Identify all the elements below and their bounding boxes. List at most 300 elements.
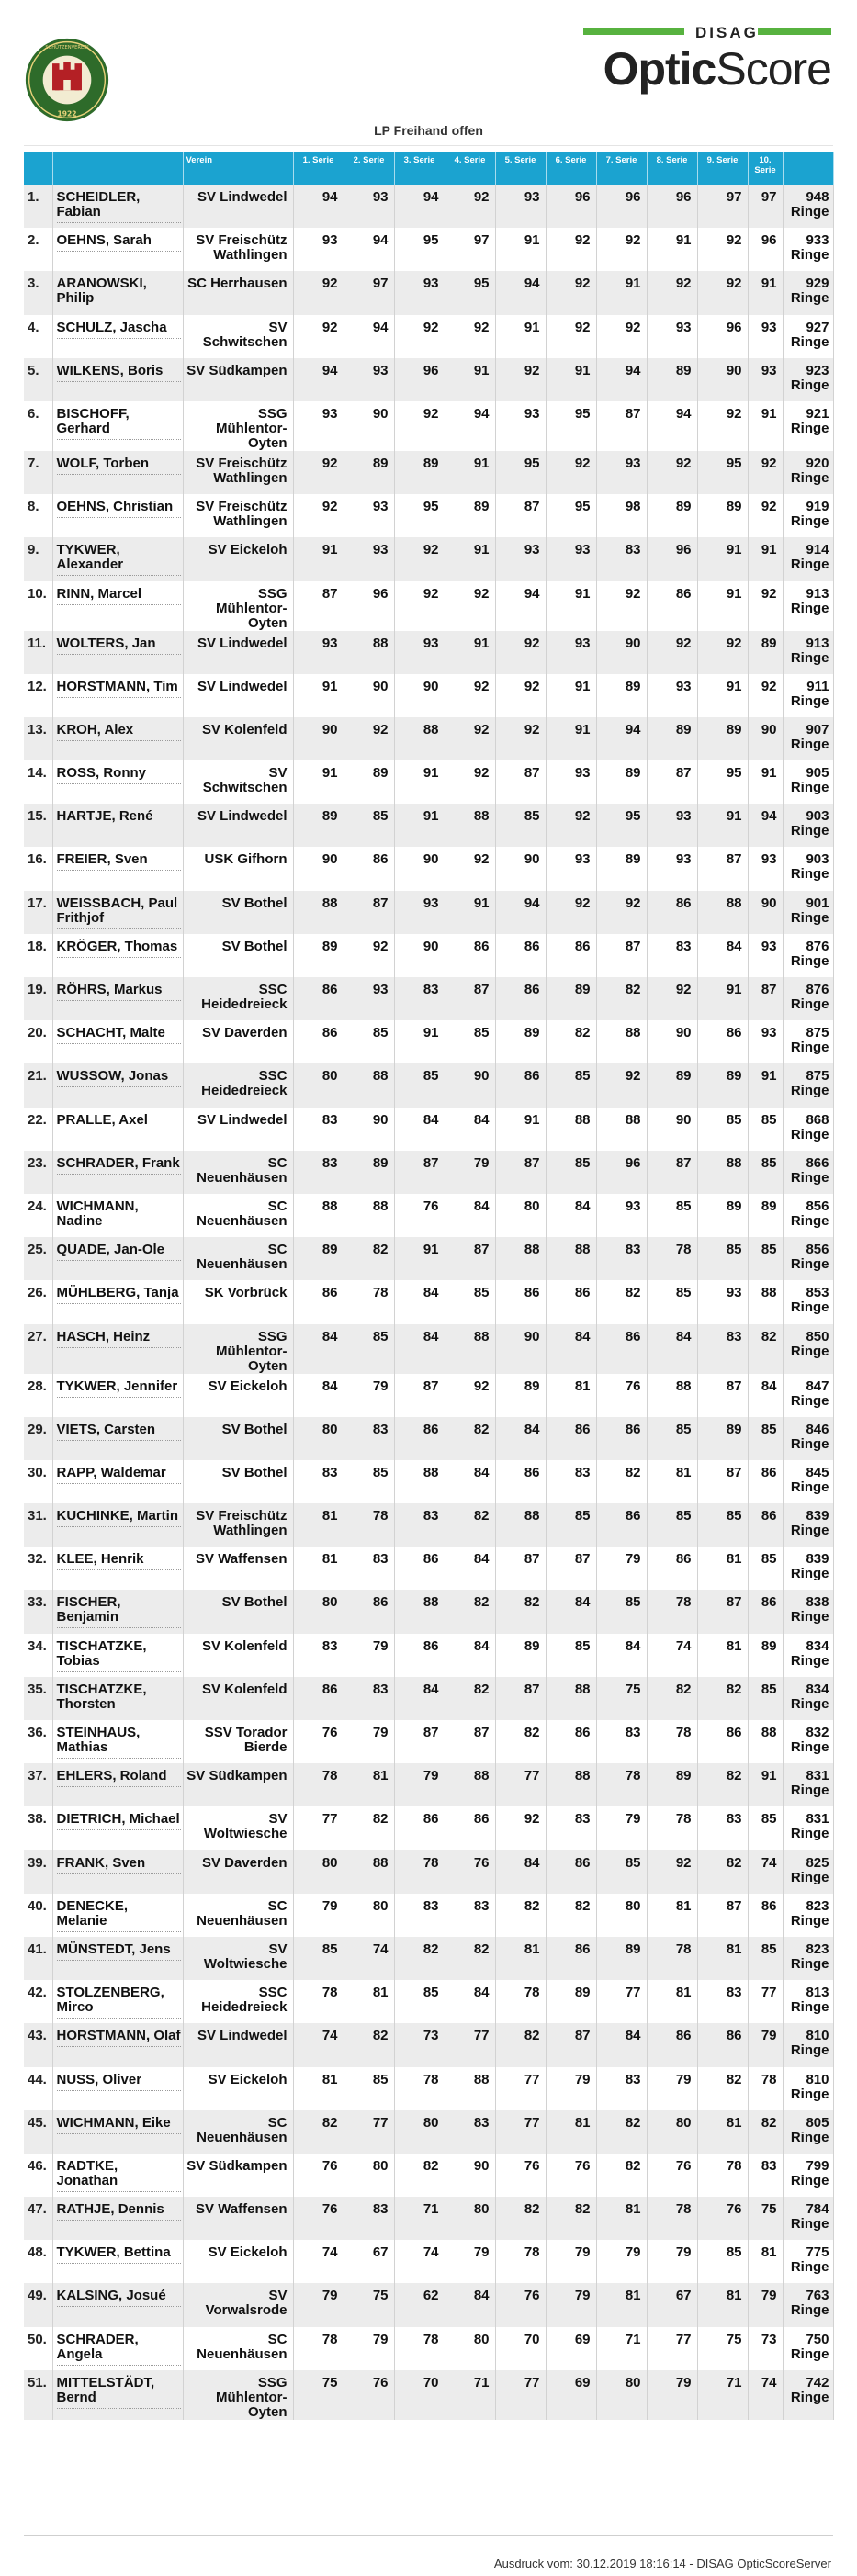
series-score-cell: 88 xyxy=(344,631,394,674)
series-score-cell: 89 xyxy=(546,1980,596,2023)
series-score-cell: 83 xyxy=(394,1894,445,1937)
column-header xyxy=(783,152,833,185)
total-cell: 875 Ringe xyxy=(783,1063,833,1107)
series-score-cell: 88 xyxy=(394,1460,445,1503)
club-cell: SC Neuenhäusen xyxy=(183,2110,293,2154)
series-score-cell: 82 xyxy=(748,1324,783,1374)
rank-cell: 9. xyxy=(24,537,52,580)
series-score-cell: 87 xyxy=(495,1677,546,1720)
shooter-name: WILKENS, Boris xyxy=(57,364,181,382)
club-cell: SV Lindwedel xyxy=(183,674,293,717)
series-score-cell: 74 xyxy=(748,2370,783,2420)
series-score-cell: 84 xyxy=(495,1850,546,1894)
name-cell xyxy=(52,2240,183,2283)
series-score-cell: 80 xyxy=(344,1894,394,1937)
series-score-cell: 85 xyxy=(697,2240,748,2283)
series-score-cell: 79 xyxy=(293,1894,344,1937)
series-score-cell: 87 xyxy=(697,1374,748,1417)
series-score-cell: 77 xyxy=(495,2067,546,2110)
table-row xyxy=(24,581,833,631)
series-score-cell: 76 xyxy=(596,1374,647,1417)
series-score-cell: 91 xyxy=(445,891,495,934)
rank-cell: 3. xyxy=(24,271,52,314)
series-score-cell: 87 xyxy=(546,1547,596,1590)
name-cell xyxy=(52,1237,183,1280)
name-cell xyxy=(52,494,183,537)
series-score-cell: 88 xyxy=(596,1020,647,1063)
club-cell: USK Gifhorn xyxy=(183,847,293,890)
series-score-cell: 90 xyxy=(495,847,546,890)
name-cell xyxy=(52,674,183,717)
series-score-cell: 82 xyxy=(546,2197,596,2240)
series-score-cell: 90 xyxy=(344,401,394,451)
series-score-cell: 85 xyxy=(748,1937,783,1980)
table-row xyxy=(24,1503,833,1547)
column-header: 9. Serie xyxy=(697,152,748,185)
club-cell: SC Neuenhäusen xyxy=(183,1894,293,1937)
series-score-cell: 92 xyxy=(495,631,546,674)
series-score-cell: 79 xyxy=(293,2283,344,2326)
series-score-cell: 84 xyxy=(445,1980,495,2023)
series-score-cell: 84 xyxy=(445,1108,495,1151)
series-score-cell: 89 xyxy=(697,1194,748,1237)
table-row xyxy=(24,1720,833,1763)
series-score-cell: 77 xyxy=(748,1980,783,2023)
series-score-cell: 89 xyxy=(394,451,445,494)
series-score-cell: 86 xyxy=(495,977,546,1020)
series-score-cell: 70 xyxy=(495,2327,546,2370)
series-score-cell: 89 xyxy=(546,977,596,1020)
series-score-cell: 91 xyxy=(647,228,697,271)
club-cell: SSC Heidedreieck xyxy=(183,977,293,1020)
series-score-cell: 90 xyxy=(445,2154,495,2197)
series-score-cell: 82 xyxy=(394,2154,445,2197)
series-score-cell: 84 xyxy=(546,1590,596,1633)
series-score-cell: 85 xyxy=(748,1417,783,1460)
series-score-cell: 77 xyxy=(445,2023,495,2066)
name-cell xyxy=(52,358,183,401)
total-cell: 850 Ringe xyxy=(783,1324,833,1374)
club-cell: SV Lindwedel xyxy=(183,185,293,228)
shooter-name: SCHULZ, Jascha xyxy=(57,321,181,339)
table-row xyxy=(24,2197,833,2240)
series-score-cell: 84 xyxy=(445,2283,495,2326)
series-score-cell: 96 xyxy=(647,537,697,580)
club-cell: SV Lindwedel xyxy=(183,2023,293,2066)
total-cell: 832 Ringe xyxy=(783,1720,833,1763)
total-cell: 834 Ringe xyxy=(783,1677,833,1720)
shooter-name: RINN, Marcel xyxy=(57,587,181,605)
series-score-cell: 85 xyxy=(546,1503,596,1547)
series-score-cell: 85 xyxy=(647,1417,697,1460)
series-score-cell: 87 xyxy=(596,401,647,451)
club-cell: SV Südkampen xyxy=(183,2154,293,2197)
rank-cell: 11. xyxy=(24,631,52,674)
rank-cell: 33. xyxy=(24,1590,52,1633)
series-score-cell: 82 xyxy=(596,1460,647,1503)
club-cell: SC Neuenhäusen xyxy=(183,1237,293,1280)
series-score-cell: 83 xyxy=(293,1460,344,1503)
series-score-cell: 93 xyxy=(394,631,445,674)
shooter-name: RATHJE, Dennis xyxy=(57,2202,181,2221)
series-score-cell: 91 xyxy=(445,631,495,674)
series-score-cell: 83 xyxy=(394,977,445,1020)
series-score-cell: 89 xyxy=(495,1634,546,1677)
club-cell: SV Freischütz Wathlingen xyxy=(183,1503,293,1547)
club-cell: SV Freischütz Wathlingen xyxy=(183,451,293,494)
total-cell: 834 Ringe xyxy=(783,1634,833,1677)
results-table xyxy=(24,152,834,2420)
shooter-name: PRALLE, Axel xyxy=(57,1113,181,1131)
name-cell xyxy=(52,1460,183,1503)
series-score-cell: 93 xyxy=(596,451,647,494)
series-score-cell: 85 xyxy=(647,1280,697,1323)
series-score-cell: 81 xyxy=(293,1547,344,1590)
series-score-cell: 80 xyxy=(293,1063,344,1107)
table-row xyxy=(24,1806,833,1850)
series-score-cell: 81 xyxy=(344,1763,394,1806)
shooter-name: RADTKE, Jonathan xyxy=(57,2159,181,2192)
series-score-cell: 83 xyxy=(748,2154,783,2197)
name-cell xyxy=(52,1806,183,1850)
series-score-cell: 92 xyxy=(445,717,495,760)
club-cell: SV Bothel xyxy=(183,934,293,977)
total-cell: 853 Ringe xyxy=(783,1280,833,1323)
series-score-cell: 96 xyxy=(697,315,748,358)
club-cell: SSV Torador Bierde xyxy=(183,1720,293,1763)
series-score-cell: 84 xyxy=(495,1417,546,1460)
series-score-cell: 89 xyxy=(445,494,495,537)
name-cell xyxy=(52,2154,183,2197)
series-score-cell: 92 xyxy=(394,537,445,580)
series-score-cell: 92 xyxy=(344,717,394,760)
club-cell: SSC Heidedreieck xyxy=(183,1980,293,2023)
name-cell xyxy=(52,537,183,580)
name-cell xyxy=(52,1850,183,1894)
club-cell: SC Neuenhäusen xyxy=(183,1151,293,1194)
series-score-cell: 84 xyxy=(445,1460,495,1503)
table-row xyxy=(24,977,833,1020)
series-score-cell: 81 xyxy=(344,1980,394,2023)
series-score-cell: 76 xyxy=(344,2370,394,2420)
series-score-cell: 95 xyxy=(697,760,748,804)
series-score-cell: 92 xyxy=(546,804,596,847)
page-title: LP Freihand offen xyxy=(374,123,483,138)
club-cell: SV Daverden xyxy=(183,1020,293,1063)
series-score-cell: 76 xyxy=(546,2154,596,2197)
brand-bar-left xyxy=(583,28,684,35)
name-cell xyxy=(52,977,183,1020)
series-score-cell: 78 xyxy=(647,1720,697,1763)
total-cell: 875 Ringe xyxy=(783,1020,833,1063)
shooter-name: SCHRADER, Angela xyxy=(57,2333,181,2366)
name-cell xyxy=(52,1020,183,1063)
series-score-cell: 87 xyxy=(495,1547,546,1590)
rank-cell: 39. xyxy=(24,1850,52,1894)
series-score-cell: 92 xyxy=(293,315,344,358)
series-score-cell: 80 xyxy=(647,2110,697,2154)
series-score-cell: 80 xyxy=(344,2154,394,2197)
series-score-cell: 89 xyxy=(697,494,748,537)
series-score-cell: 85 xyxy=(445,1020,495,1063)
shooter-name: SCHEIDLER, Fabian xyxy=(57,190,181,223)
series-score-cell: 94 xyxy=(748,804,783,847)
series-score-cell: 86 xyxy=(647,891,697,934)
series-score-cell: 91 xyxy=(697,674,748,717)
name-cell xyxy=(52,2067,183,2110)
series-score-cell: 92 xyxy=(697,228,748,271)
series-score-cell: 78 xyxy=(596,1763,647,1806)
series-score-cell: 93 xyxy=(495,537,546,580)
rank-cell: 32. xyxy=(24,1547,52,1590)
series-score-cell: 85 xyxy=(344,1324,394,1374)
table-row xyxy=(24,2067,833,2110)
series-score-cell: 78 xyxy=(647,1937,697,1980)
series-score-cell: 84 xyxy=(394,1677,445,1720)
series-score-cell: 85 xyxy=(748,1677,783,1720)
series-score-cell: 79 xyxy=(546,2067,596,2110)
series-score-cell: 90 xyxy=(293,847,344,890)
series-score-cell: 86 xyxy=(748,1503,783,1547)
series-score-cell: 90 xyxy=(394,934,445,977)
name-cell xyxy=(52,1151,183,1194)
total-cell: 901 Ringe xyxy=(783,891,833,934)
total-cell: 805 Ringe xyxy=(783,2110,833,2154)
rank-cell: 14. xyxy=(24,760,52,804)
column-header: 8. Serie xyxy=(647,152,697,185)
series-score-cell: 79 xyxy=(344,1374,394,1417)
name-cell xyxy=(52,891,183,934)
series-score-cell: 77 xyxy=(495,1763,546,1806)
series-score-cell: 84 xyxy=(394,1280,445,1323)
name-cell xyxy=(52,1677,183,1720)
series-score-cell: 76 xyxy=(495,2283,546,2326)
series-score-cell: 92 xyxy=(394,581,445,631)
series-score-cell: 76 xyxy=(293,2197,344,2240)
series-score-cell: 91 xyxy=(293,760,344,804)
series-score-cell: 92 xyxy=(546,271,596,314)
series-score-cell: 82 xyxy=(596,2154,647,2197)
series-score-cell: 93 xyxy=(546,760,596,804)
series-score-cell: 87 xyxy=(344,891,394,934)
rank-cell: 19. xyxy=(24,977,52,1020)
series-score-cell: 79 xyxy=(647,2240,697,2283)
series-score-cell: 84 xyxy=(293,1374,344,1417)
series-score-cell: 82 xyxy=(445,1937,495,1980)
series-score-cell: 92 xyxy=(596,891,647,934)
series-score-cell: 82 xyxy=(546,1894,596,1937)
series-score-cell: 86 xyxy=(293,977,344,1020)
name-cell xyxy=(52,451,183,494)
series-score-cell: 86 xyxy=(748,1460,783,1503)
club-cell: SSG Mühlentor-Oyten xyxy=(183,2370,293,2420)
svg-text:SCHÜTZENVEREIN: SCHÜTZENVEREIN xyxy=(45,45,89,51)
rank-cell: 29. xyxy=(24,1417,52,1460)
name-cell xyxy=(52,1937,183,1980)
series-score-cell: 96 xyxy=(546,185,596,228)
series-score-cell: 81 xyxy=(596,2197,647,2240)
series-score-cell: 91 xyxy=(697,804,748,847)
series-score-cell: 81 xyxy=(647,1460,697,1503)
series-score-cell: 92 xyxy=(748,674,783,717)
series-score-cell: 81 xyxy=(495,1937,546,1980)
series-score-cell: 91 xyxy=(445,451,495,494)
series-score-cell: 89 xyxy=(748,1194,783,1237)
series-score-cell: 91 xyxy=(445,358,495,401)
shooter-name: FREIER, Sven xyxy=(57,852,181,871)
series-score-cell: 91 xyxy=(495,315,546,358)
name-cell xyxy=(52,1280,183,1323)
series-score-cell: 81 xyxy=(293,1503,344,1547)
club-cell: SV Woltwiesche xyxy=(183,1937,293,1980)
series-score-cell: 88 xyxy=(445,1324,495,1374)
table-row xyxy=(24,315,833,358)
total-cell: 911 Ringe xyxy=(783,674,833,717)
shooter-name: KLEE, Henrik xyxy=(57,1552,181,1570)
rank-cell: 4. xyxy=(24,315,52,358)
series-score-cell: 89 xyxy=(697,1063,748,1107)
series-score-cell: 93 xyxy=(647,847,697,890)
series-score-cell: 84 xyxy=(445,1194,495,1237)
series-score-cell: 86 xyxy=(495,1063,546,1107)
series-score-cell: 92 xyxy=(697,401,748,451)
series-score-cell: 83 xyxy=(697,1324,748,1374)
series-score-cell: 78 xyxy=(293,2327,344,2370)
series-score-cell: 94 xyxy=(596,358,647,401)
series-score-cell: 95 xyxy=(394,228,445,271)
series-score-cell: 92 xyxy=(445,581,495,631)
series-score-cell: 81 xyxy=(697,2283,748,2326)
series-score-cell: 82 xyxy=(495,1894,546,1937)
series-score-cell: 85 xyxy=(748,1806,783,1850)
series-score-cell: 88 xyxy=(596,1108,647,1151)
series-score-cell: 93 xyxy=(344,977,394,1020)
column-header: 3. Serie xyxy=(394,152,445,185)
series-score-cell: 91 xyxy=(697,537,748,580)
series-score-cell: 86 xyxy=(596,1503,647,1547)
series-score-cell: 77 xyxy=(344,2110,394,2154)
shooter-name: HASCH, Heinz xyxy=(57,1330,181,1348)
name-cell xyxy=(52,934,183,977)
rank-cell: 30. xyxy=(24,1460,52,1503)
series-score-cell: 91 xyxy=(748,401,783,451)
series-score-cell: 85 xyxy=(546,1063,596,1107)
series-score-cell: 92 xyxy=(647,271,697,314)
series-score-cell: 95 xyxy=(394,494,445,537)
series-score-cell: 80 xyxy=(596,1894,647,1937)
series-score-cell: 80 xyxy=(293,1417,344,1460)
table-header-row xyxy=(24,152,833,185)
series-score-cell: 89 xyxy=(293,1237,344,1280)
name-cell xyxy=(52,1108,183,1151)
series-score-cell: 87 xyxy=(394,1374,445,1417)
club-cell: SV Südkampen xyxy=(183,358,293,401)
series-score-cell: 86 xyxy=(748,1590,783,1633)
series-score-cell: 88 xyxy=(445,804,495,847)
shooter-name: WICHMANN, Eike xyxy=(57,2116,181,2134)
series-score-cell: 88 xyxy=(697,1151,748,1194)
series-score-cell: 93 xyxy=(647,804,697,847)
series-score-cell: 96 xyxy=(394,358,445,401)
series-score-cell: 76 xyxy=(445,1850,495,1894)
series-score-cell: 93 xyxy=(495,185,546,228)
series-score-cell: 87 xyxy=(445,977,495,1020)
series-score-cell: 93 xyxy=(293,401,344,451)
series-score-cell: 88 xyxy=(748,1280,783,1323)
series-score-cell: 85 xyxy=(748,1547,783,1590)
series-score-cell: 89 xyxy=(293,934,344,977)
series-score-cell: 85 xyxy=(344,1460,394,1503)
series-score-cell: 78 xyxy=(647,2197,697,2240)
series-score-cell: 91 xyxy=(546,674,596,717)
series-score-cell: 94 xyxy=(293,358,344,401)
table-row xyxy=(24,2327,833,2370)
series-score-cell: 74 xyxy=(293,2240,344,2283)
club-cell: SSG Mühlentor-Oyten xyxy=(183,581,293,631)
series-score-cell: 85 xyxy=(344,1020,394,1063)
name-cell xyxy=(52,228,183,271)
table-row xyxy=(24,2023,833,2066)
series-score-cell: 86 xyxy=(546,1850,596,1894)
series-score-cell: 74 xyxy=(293,2023,344,2066)
series-score-cell: 91 xyxy=(748,1763,783,1806)
club-cell: SV Vorwalsrode xyxy=(183,2283,293,2326)
series-score-cell: 80 xyxy=(293,1590,344,1633)
rank-cell: 13. xyxy=(24,717,52,760)
series-score-cell: 78 xyxy=(495,2240,546,2283)
shooter-name: KROH, Alex xyxy=(57,723,181,741)
series-score-cell: 87 xyxy=(546,2023,596,2066)
series-score-cell: 86 xyxy=(495,1460,546,1503)
table-row xyxy=(24,1763,833,1806)
shooter-name: TYKWER, Bettina xyxy=(57,2245,181,2264)
series-score-cell: 87 xyxy=(495,494,546,537)
shooter-name: KRÖGER, Thomas xyxy=(57,939,181,958)
total-cell: 876 Ringe xyxy=(783,977,833,1020)
print-footer: Ausdruck vom: 30.12.2019 18:16:14 - DISAG OpticScoreServer xyxy=(493,2557,831,2570)
total-cell: 810 Ringe xyxy=(783,2023,833,2066)
rank-cell: 17. xyxy=(24,891,52,934)
series-score-cell: 92 xyxy=(495,717,546,760)
club-cell: SV Freischütz Wathlingen xyxy=(183,494,293,537)
table-row xyxy=(24,1677,833,1720)
series-score-cell: 86 xyxy=(344,1590,394,1633)
series-score-cell: 87 xyxy=(697,847,748,890)
series-score-cell: 83 xyxy=(445,1894,495,1937)
rank-cell: 46. xyxy=(24,2154,52,2197)
series-score-cell: 95 xyxy=(697,451,748,494)
series-score-cell: 89 xyxy=(344,451,394,494)
series-score-cell: 92 xyxy=(546,451,596,494)
name-cell xyxy=(52,271,183,314)
total-cell: 845 Ringe xyxy=(783,1460,833,1503)
series-score-cell: 94 xyxy=(394,185,445,228)
series-score-cell: 90 xyxy=(394,674,445,717)
club-cell: SC Herrhausen xyxy=(183,271,293,314)
club-cell: SV Kolenfeld xyxy=(183,1634,293,1677)
rank-cell: 36. xyxy=(24,1720,52,1763)
series-score-cell: 85 xyxy=(596,1850,647,1894)
series-score-cell: 89 xyxy=(748,1634,783,1677)
series-score-cell: 82 xyxy=(596,2110,647,2154)
table-row xyxy=(24,401,833,451)
name-cell xyxy=(52,581,183,631)
series-score-cell: 75 xyxy=(748,2197,783,2240)
total-cell: 903 Ringe xyxy=(783,847,833,890)
table-row xyxy=(24,2370,833,2420)
series-score-cell: 77 xyxy=(293,1806,344,1850)
series-score-cell: 89 xyxy=(647,1063,697,1107)
